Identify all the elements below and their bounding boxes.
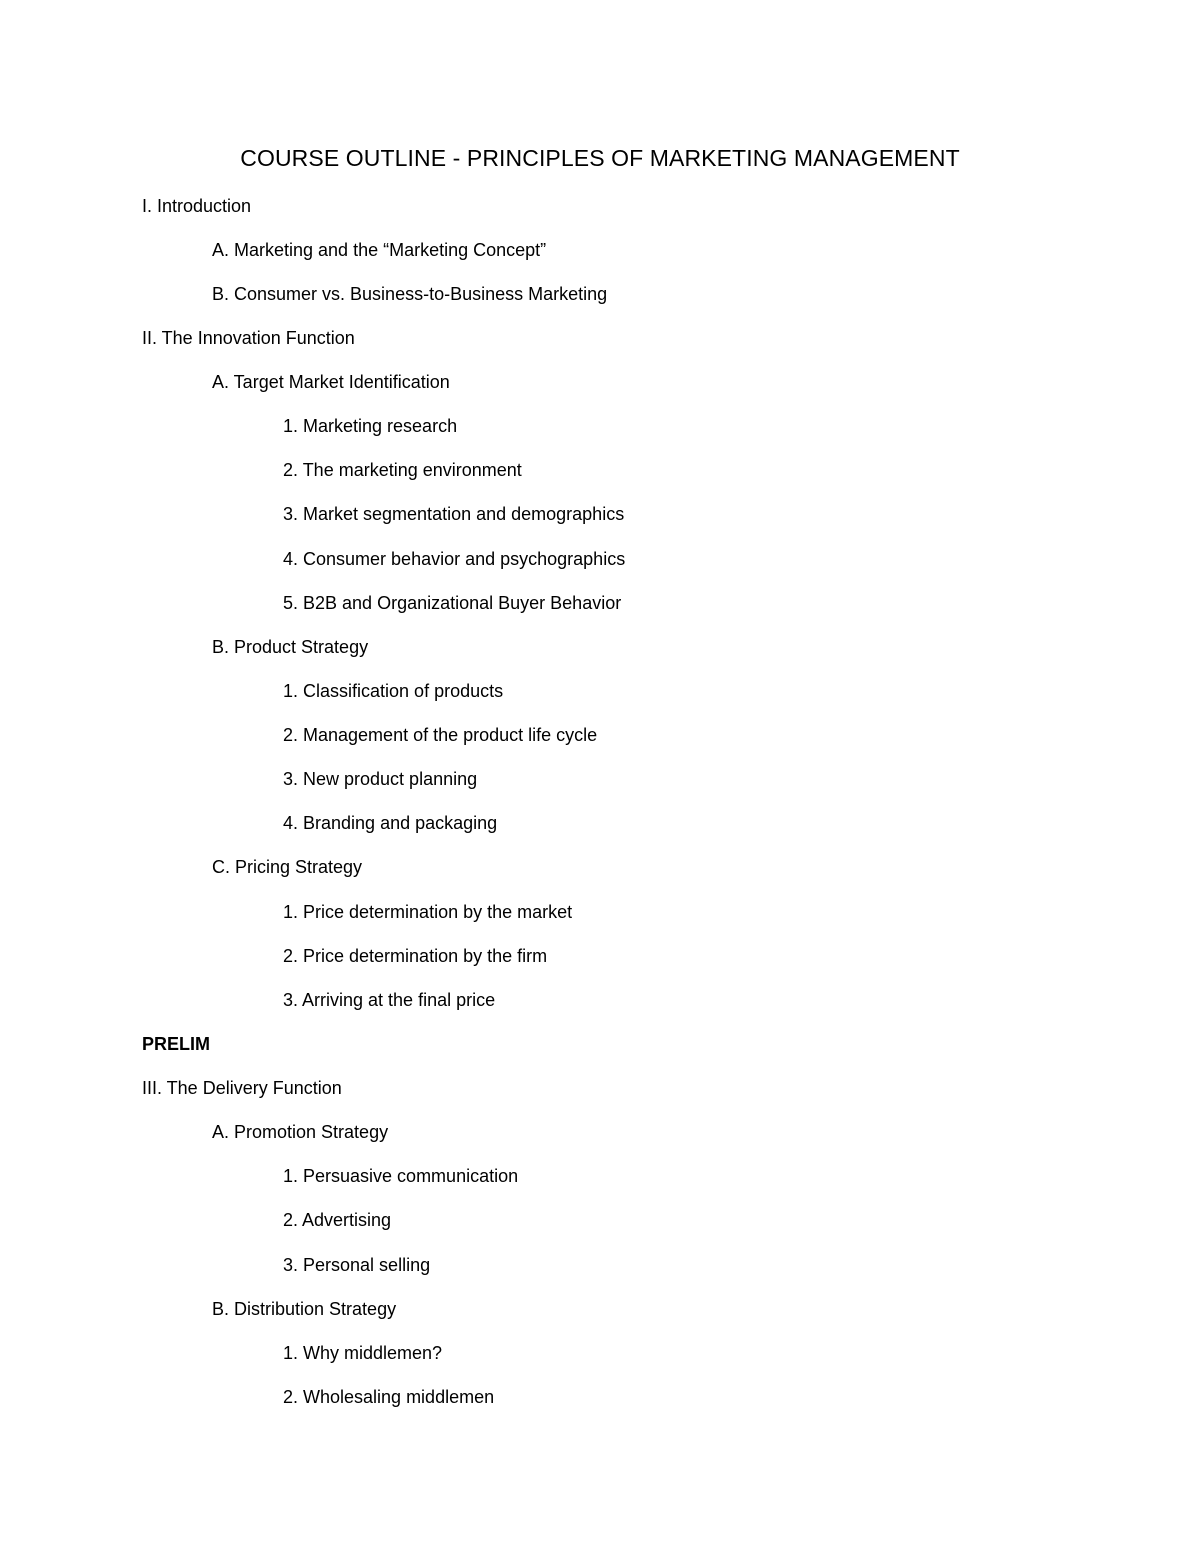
list-item: 2. Price determination by the firm	[283, 946, 548, 966]
list-item: 3. Arriving at the final price	[283, 990, 496, 1010]
list-item: 1. Classification of products	[283, 681, 504, 701]
subsection-item: A. Marketing and the “Marketing Concept”	[212, 240, 547, 260]
exam-marker-prelim: PRELIM	[142, 1034, 211, 1054]
section-heading-innovation-function: II. The Innovation Function	[142, 328, 355, 348]
subsection-item: B. Product Strategy	[212, 637, 369, 657]
section-heading-introduction: I. Introduction	[142, 196, 252, 216]
section-heading-delivery-function: III. The Delivery Function	[142, 1078, 342, 1098]
list-item: 2. Wholesaling middlemen	[283, 1387, 495, 1407]
list-item: 1. Marketing research	[283, 416, 458, 436]
list-item: 2. The marketing environment	[283, 460, 522, 480]
list-item: 1. Why middlemen?	[283, 1343, 443, 1363]
list-item: 2. Advertising	[283, 1210, 392, 1230]
list-item: 4. Branding and packaging	[283, 813, 498, 833]
subsection-item: A. Promotion Strategy	[212, 1122, 389, 1142]
list-item: 3. New product planning	[283, 769, 478, 789]
list-item: 4. Consumer behavior and psychographics	[283, 549, 626, 569]
subsection-item: A. Target Market Identification	[212, 372, 450, 392]
list-item: 5. B2B and Organizational Buyer Behavior	[283, 593, 622, 613]
document-title: COURSE OUTLINE - PRINCIPLES OF MARKETING MANAGEMENT	[240, 145, 960, 171]
list-item: 3. Personal selling	[283, 1255, 431, 1275]
subsection-item: B. Consumer vs. Business-to-Business Marketing	[212, 284, 608, 304]
list-item: 3. Market segmentation and demographics	[283, 504, 625, 524]
list-item: 2. Management of the product life cycle	[283, 725, 598, 745]
subsection-item: B. Distribution Strategy	[212, 1299, 397, 1319]
subsection-item: C. Pricing Strategy	[212, 857, 363, 877]
list-item: 1. Price determination by the market	[283, 902, 573, 922]
list-item: 1. Persuasive communication	[283, 1166, 519, 1186]
